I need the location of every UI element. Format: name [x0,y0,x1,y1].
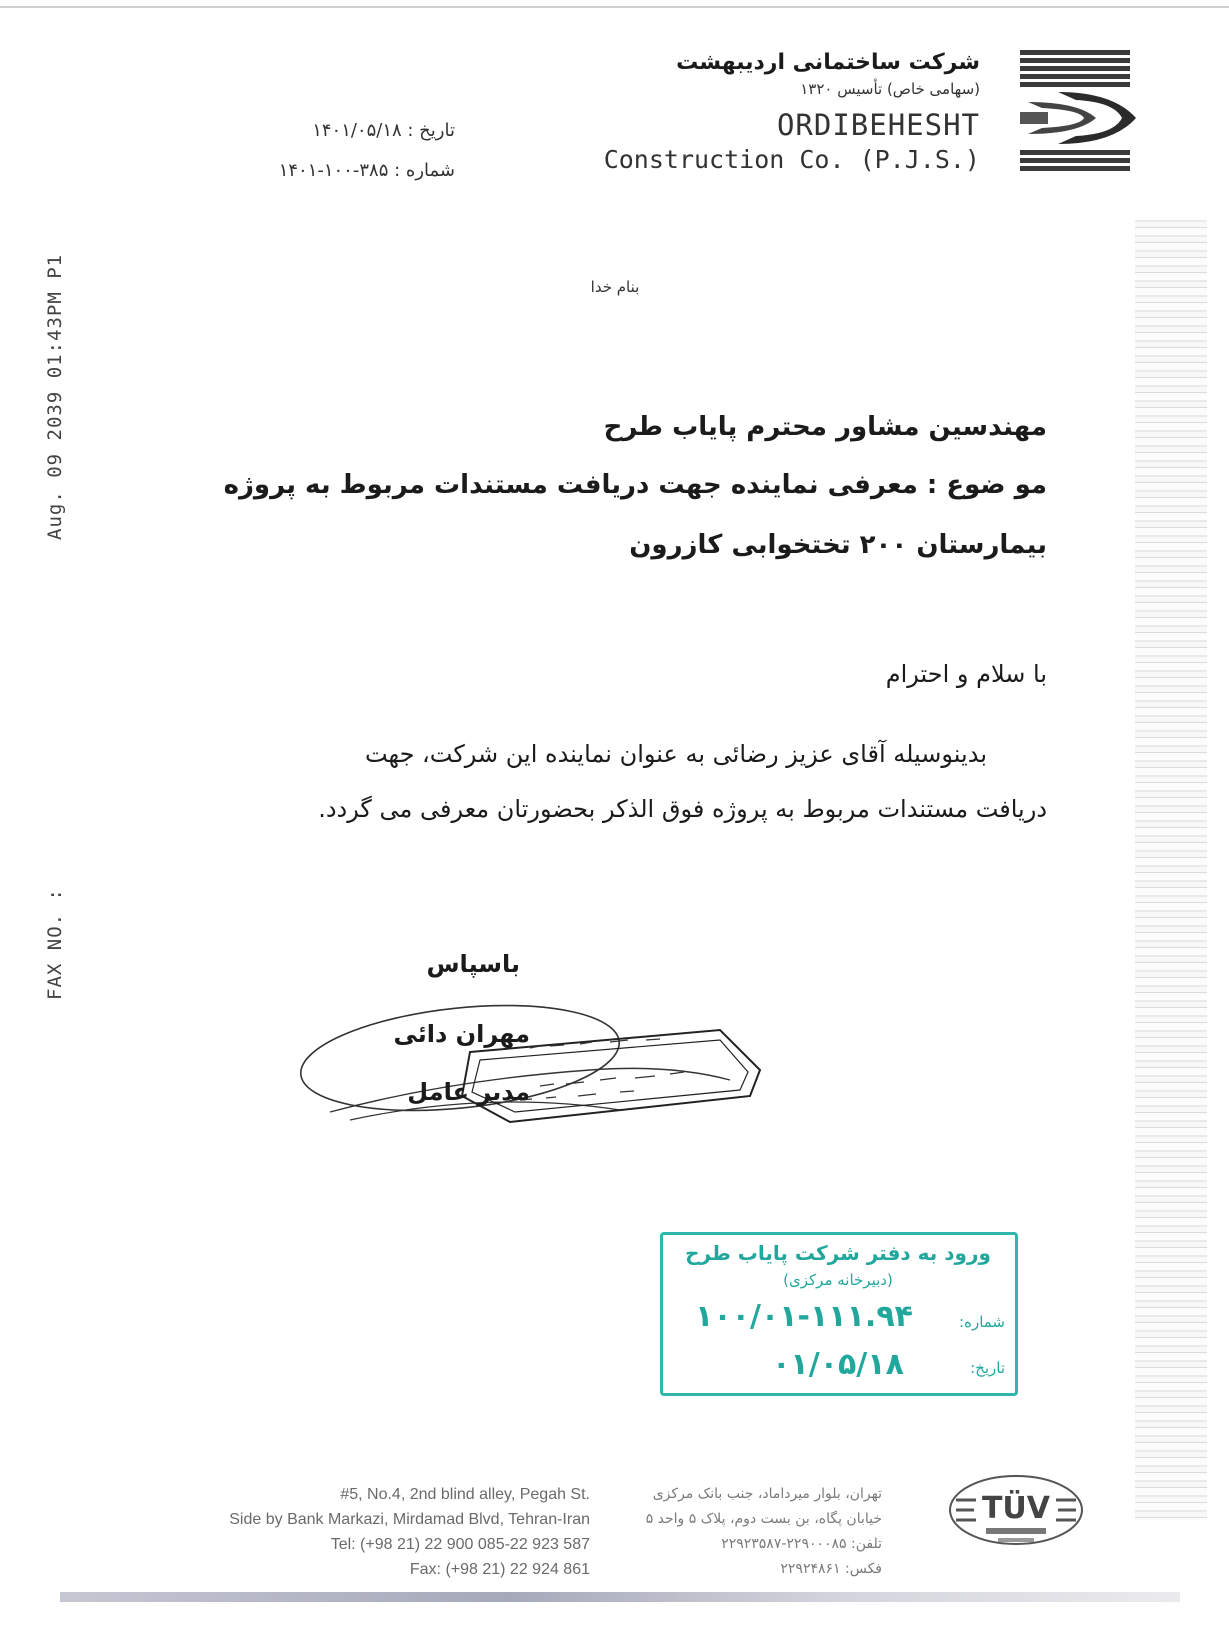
stamp-date-label: تاریخ: [970,1359,1005,1377]
subject-line-2: بیمارستان ۲۰۰ تختخوابی کازرون [629,530,1047,560]
closing: باسپاس [426,950,520,978]
footer-address-fa-line: فکس: ۲۲۹۲۴۸۶۱ [780,1561,882,1577]
company-type-en: Construction Co. (P.J.S.) [603,145,980,174]
scan-bottom-band [60,1592,1180,1602]
footer-address-fa-line: تهران، بلوار میرداماد، جنب بانک مرکزی [652,1486,882,1502]
letter-date: تاریخ : ۱۴۰۱/۰۵/۱۸ [312,120,455,141]
scan-top-edge [0,6,1229,8]
stamp-subtitle: (دبیرخانه مرکزی) [783,1271,893,1289]
body-line-2: دریافت مستندات مربوط به پروژه فوق الذکر بحضورتان معرفی می گردد. [318,795,1047,823]
company-name-fa: شرکت ساختمانی اردیبهشت [676,50,980,75]
footer-address-en-line: Tel: (+98 21) 22 900 085-22 923 587 [330,1536,590,1553]
company-subtitle-fa: (سهامی خاص) تأسیس ۱۳۲۰ [800,80,980,98]
fax-timestamp: Aug. 09 2039 01:43PM P1 [44,253,66,540]
fax-number-label: FAX NO. : [44,888,66,1000]
tuv-text: TÜV [981,1491,1051,1526]
footer-address-fa-line: تلفن: ۲۲۹۰۰۰۸۵-۲۲۹۲۳۵۸۷ [721,1536,882,1552]
tuv-certification-logo-icon [946,1470,1086,1570]
footer-address-en-line: Fax: (+98 21) 22 924 861 [409,1561,590,1578]
ordibehesht-logo-icon [1018,48,1150,176]
stamp-number-label: شماره: [959,1313,1005,1331]
footer-address-fa [602,1482,882,1582]
stamp-number-value: ۱۰۰/۰۱-۱۱۱.۹۴ [695,1299,913,1334]
letter-number: شماره : ۳۸۵-۱۰۰-۱۴۰۱ [278,160,455,181]
body-line-1: بدینوسیله آقای عزیز رضائی به عنوان نماینده این شرکت، جهت [364,740,987,768]
footer-address-en-line: #5, No.4, 2nd blind alley, Pegah St. [340,1486,590,1503]
recipient: مهندسین مشاور محترم پایاب طرح [603,412,1047,442]
greeting: با سلام و احترام [885,660,1047,688]
footer-address-en [120,1482,590,1582]
subject-line-1: مو ضوع : معرفی نماینده جهت دریافت مستندات مربوط به پروژه [223,470,1047,500]
signer-title: مدیر عامل [407,1078,530,1106]
bismillah: بنام خدا [590,278,640,296]
signer-name: مهران دائی [393,1020,530,1048]
receipt-stamp [660,1232,1018,1396]
company-name-en: ORDIBEHESHT [776,108,980,142]
footer-address-fa-line: خیابان پگاه، بن بست دوم، پلاک ۵ واحد ۵ [645,1511,882,1527]
footer-address-en-line: Side by Bank Markazi, Mirdamad Blvd, Tehran-Iran [229,1511,590,1528]
stamp-date-value: ۰۱/۰۵/۱۸ [772,1347,904,1382]
stamp-title: ورود به دفتر شرکت پایاب طرح [685,1241,991,1265]
scan-edge-noise [1135,220,1207,1520]
